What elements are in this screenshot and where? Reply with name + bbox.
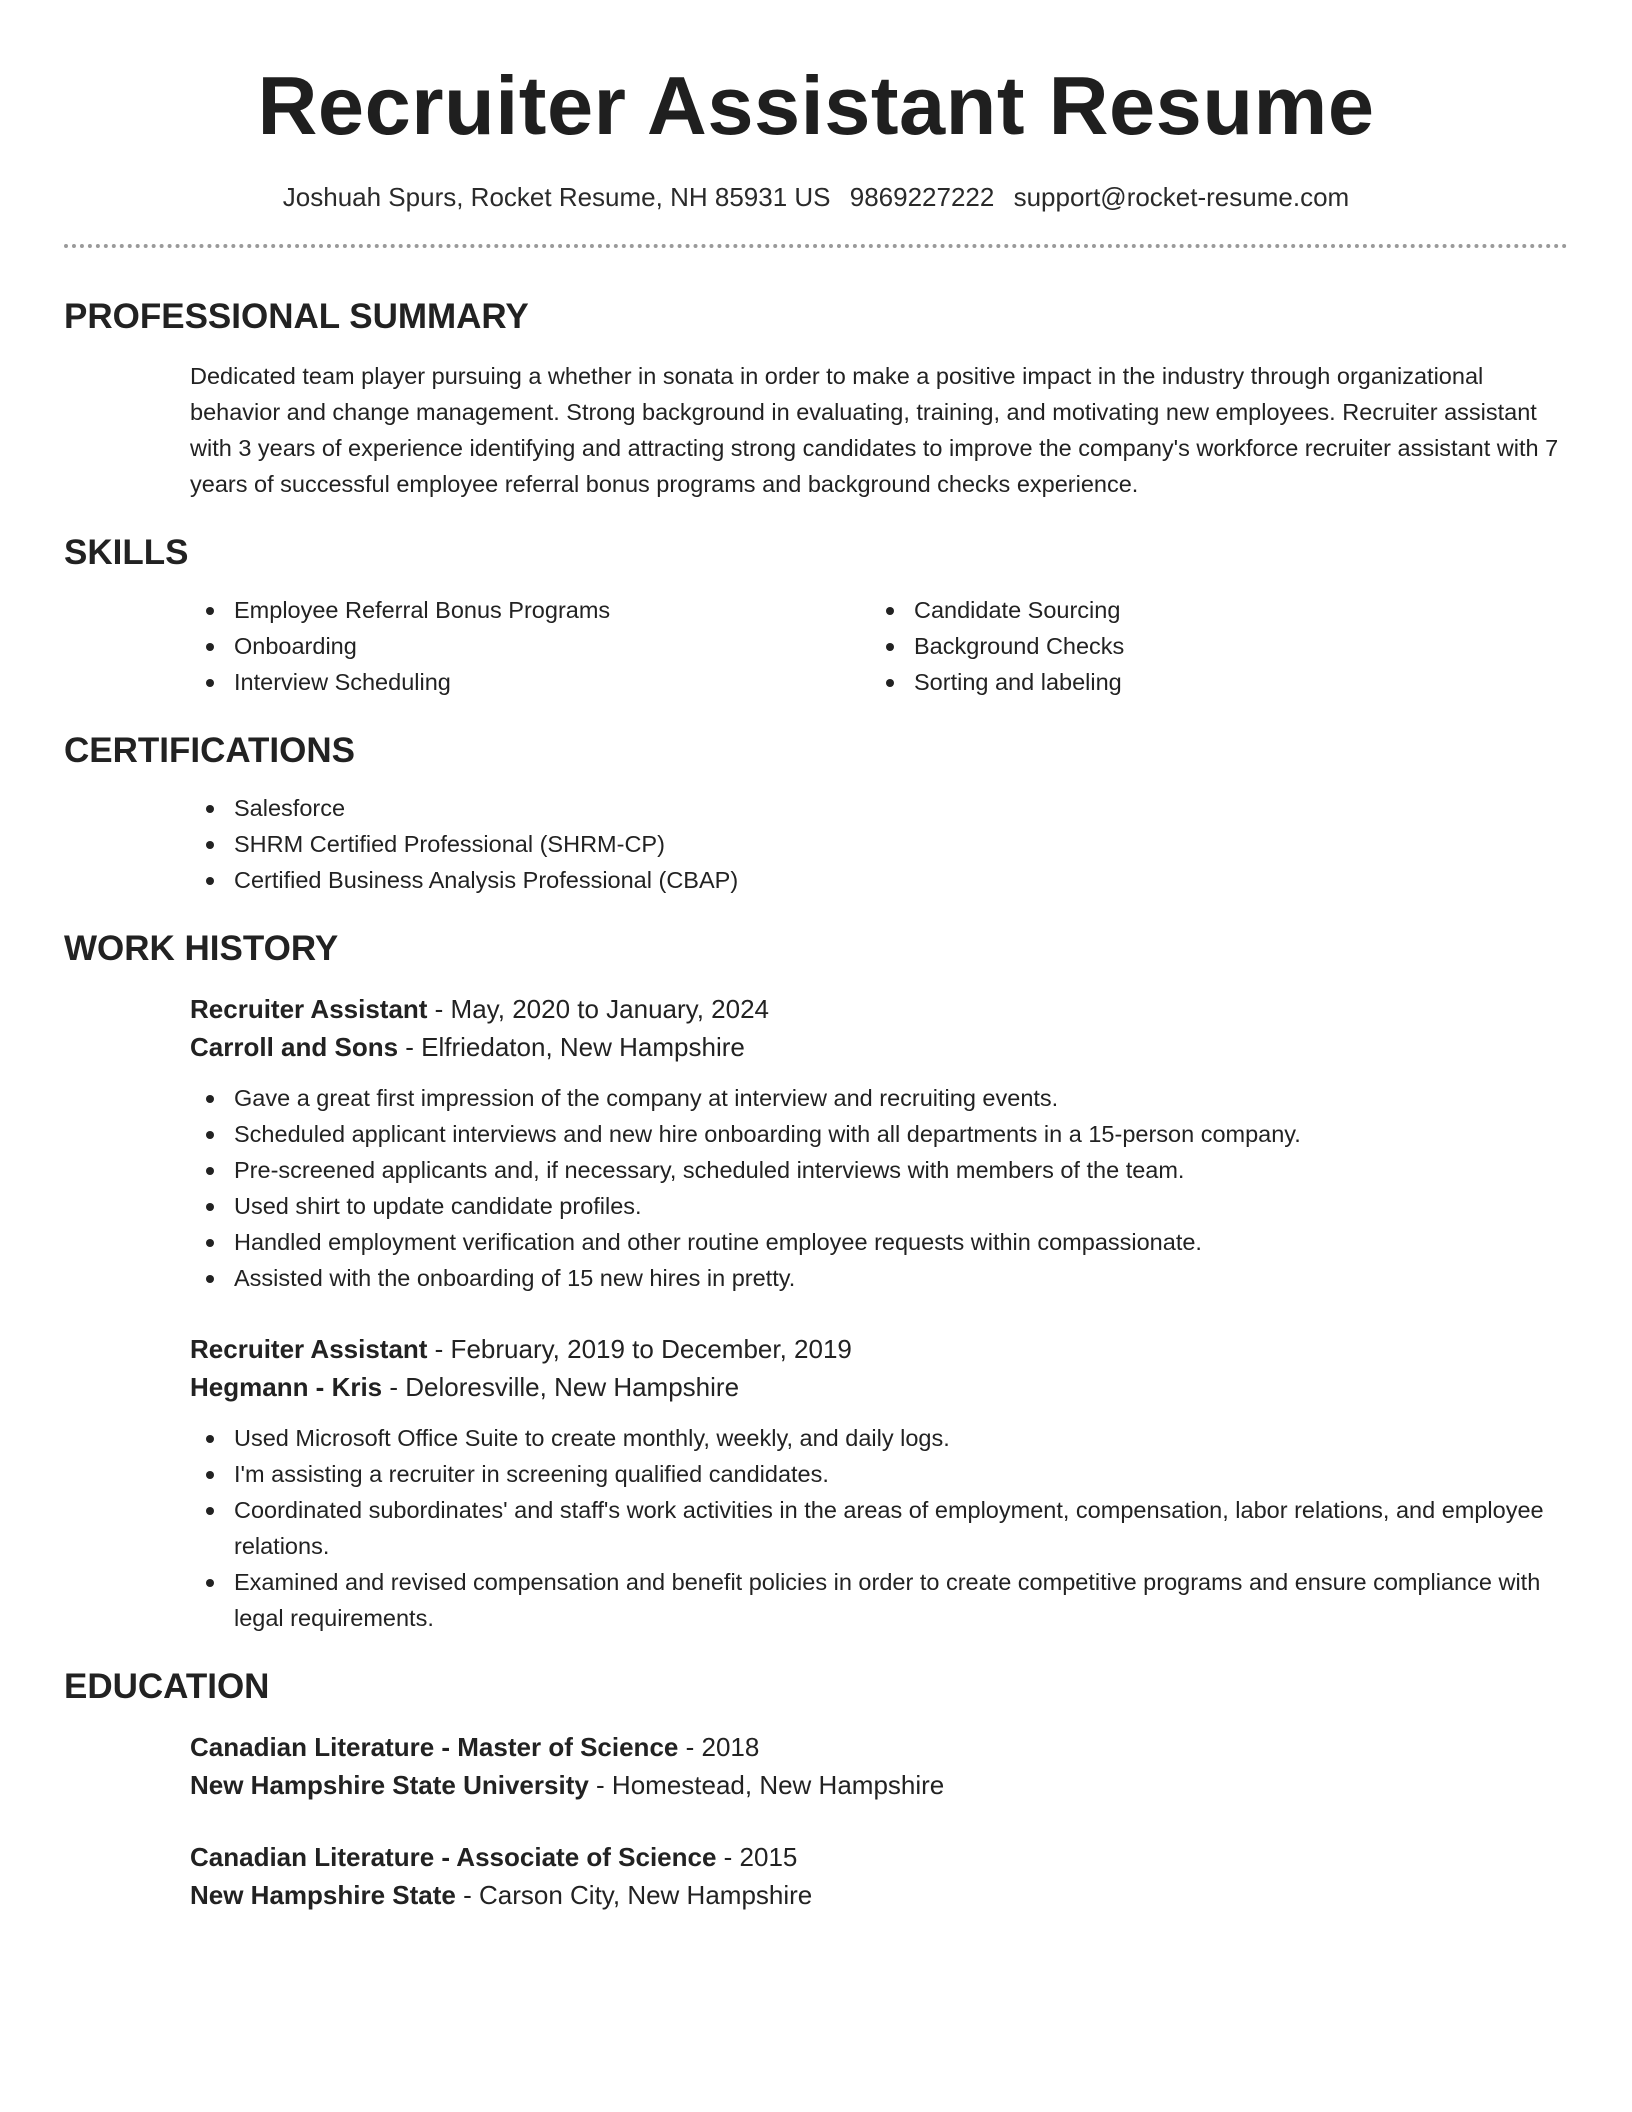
- summary-heading: PROFESSIONAL SUMMARY: [64, 297, 529, 336]
- job-bullet: Coordinated subordinates' and staff's work activities in the areas of employment, compensation, labor relations, and employee relations.: [190, 1492, 1568, 1564]
- summary-section: [64, 296, 1568, 502]
- job-location: - Deloresville, New Hampshire: [382, 1372, 740, 1402]
- education-degree-line: [190, 1838, 1568, 1876]
- skills-grid: [190, 592, 1568, 700]
- contact-address: Joshuah Spurs, Rocket Resume, NH 85931 US: [282, 182, 831, 212]
- education-heading: EDUCATION: [64, 1667, 270, 1706]
- skills-list-right: [870, 592, 1550, 700]
- job-title-line: [190, 1330, 1568, 1368]
- education-school: New Hampshire State: [190, 1880, 456, 1910]
- certifications-list: [190, 790, 1568, 898]
- job-bullets: [190, 1420, 1568, 1636]
- job-bullet: Used shirt to update candidate profiles.: [190, 1188, 1568, 1224]
- job-dates: - February, 2019 to December, 2019: [427, 1334, 852, 1364]
- job-entry: [190, 1330, 1568, 1636]
- job-company-line: [190, 1028, 1568, 1066]
- job-bullets: [190, 1080, 1568, 1296]
- education-school-line: [190, 1876, 1568, 1914]
- job-role: Recruiter Assistant: [190, 994, 428, 1024]
- job-bullet: Scheduled applicant interviews and new hire onboarding with all departments in a 15-person company.: [190, 1116, 1568, 1152]
- resume-page: [64, 0, 1568, 1914]
- education-section: [64, 1666, 1568, 1914]
- job-entry: [190, 990, 1568, 1296]
- skill-item: Background Checks: [870, 628, 1550, 664]
- education-year: - 2018: [678, 1732, 760, 1762]
- education-entry: [190, 1838, 1568, 1914]
- work-history-heading: WORK HISTORY: [64, 929, 339, 968]
- job-dates: - May, 2020 to January, 2024: [427, 994, 770, 1024]
- education-degree: Canadian Literature - Master of Science: [190, 1732, 679, 1762]
- certifications-section: [64, 730, 1568, 898]
- job-role: Recruiter Assistant: [190, 1334, 428, 1364]
- work-history-section: [64, 928, 1568, 1636]
- summary-text: Dedicated team player pursuing a whether in sonata in order to make a positive impact in the industry through organizational behavior and change management. Strong background in evaluating, training, and motivating new employees. Recruiter assistant with 3 years of experience identifying and attracting strong candidates to improve the company's workforce recruiter assistant with 7 years of successful employee referral bonus programs and background checks experience.: [190, 363, 1559, 497]
- education-year: - 2015: [716, 1842, 798, 1872]
- skill-item: Sorting and labeling: [870, 664, 1550, 700]
- job-bullet: Gave a great first impression of the company at interview and recruiting events.: [190, 1080, 1568, 1116]
- job-bullet: Pre-screened applicants and, if necessary, scheduled interviews with members of the team.: [190, 1152, 1568, 1188]
- education-school-line: [190, 1766, 1568, 1804]
- page-title: Recruiter Assistant Resume: [257, 59, 1375, 152]
- contact-line: [64, 180, 1568, 214]
- education-location: - Carson City, New Hampshire: [455, 1880, 813, 1910]
- education-entry: [190, 1728, 1568, 1804]
- skill-item: Onboarding: [190, 628, 870, 664]
- skill-item: Candidate Sourcing: [870, 592, 1550, 628]
- job-company-line: [190, 1368, 1568, 1406]
- skill-item: Interview Scheduling: [190, 664, 870, 700]
- education-degree-line: [190, 1728, 1568, 1766]
- job-bullet: Examined and revised compensation and benefit policies in order to create competitive programs and ensure compliance with legal requirements.: [190, 1564, 1568, 1636]
- job-bullet: Used Microsoft Office Suite to create monthly, weekly, and daily logs.: [190, 1420, 1568, 1456]
- job-bullet: Handled employment verification and other routine employee requests within compassionate.: [190, 1224, 1568, 1260]
- skills-heading: SKILLS: [64, 533, 189, 572]
- job-company: Carroll and Sons: [190, 1032, 399, 1062]
- job-location: - Elfriedaton, New Hampshire: [398, 1032, 745, 1062]
- education-location: - Homestead, New Hampshire: [588, 1770, 945, 1800]
- education-degree: Canadian Literature - Associate of Science: [190, 1842, 717, 1872]
- certification-item: Certified Business Analysis Professional (CBAP): [190, 862, 1568, 898]
- job-title-line: [190, 990, 1568, 1028]
- header-divider: [64, 244, 1568, 248]
- skill-item: Employee Referral Bonus Programs: [190, 592, 870, 628]
- contact-phone: 9869227222: [849, 182, 995, 212]
- certification-item: Salesforce: [190, 790, 1568, 826]
- certification-item: SHRM Certified Professional (SHRM-CP): [190, 826, 1568, 862]
- education-school: New Hampshire State University: [190, 1770, 589, 1800]
- job-bullet: Assisted with the onboarding of 15 new hires in pretty.: [190, 1260, 1568, 1296]
- certifications-heading: CERTIFICATIONS: [64, 731, 356, 770]
- contact-email: support@rocket-resume.com: [1013, 182, 1350, 212]
- skills-section: [64, 532, 1568, 700]
- skills-list-left: [190, 592, 870, 700]
- job-company: Hegmann - Kris: [190, 1372, 383, 1402]
- job-bullet: I'm assisting a recruiter in screening qualified candidates.: [190, 1456, 1568, 1492]
